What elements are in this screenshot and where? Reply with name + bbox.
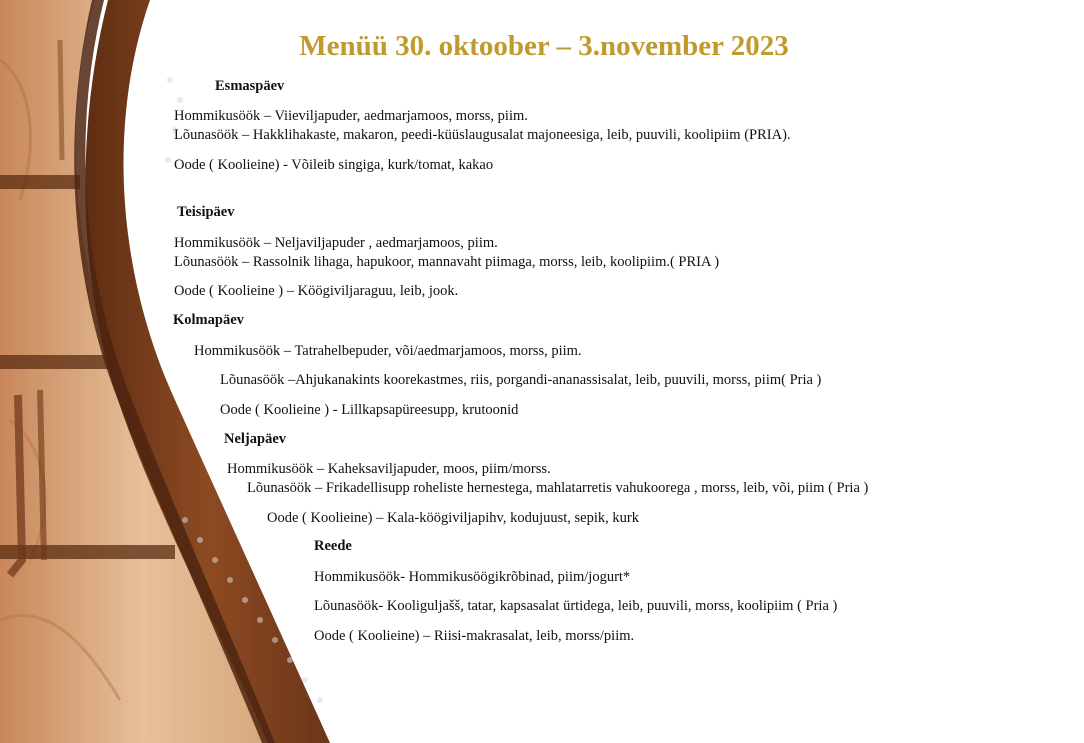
menu-line-monday-lunch: Lõunasöök – Hakklihakaste, makaron, peedi-küüslaugusalat majoneesiga, leib, puuvili, koolipiim (PRIA). <box>174 127 791 143</box>
menu-line-tuesday-snack: Oode ( Koolieine ) – Köögiviljaraguu, leib, jook. <box>174 283 459 299</box>
day-heading-wednesday: Kolmapäev <box>173 312 244 328</box>
menu-line-friday-breakfast: Hommikusöök- Hommikusöögikrõbinad, piim/jogurt* <box>314 569 631 585</box>
menu-line-thursday-lunch: Lõunasöök – Frikadellisupp roheliste hernestega, mahlatarretis vahukoorega , morss, leib, või, piim ( Pria ) <box>247 480 869 496</box>
day-heading-friday: Reede <box>314 538 352 554</box>
menu-line-friday-lunch: Lõunasöök- Kooliguljašš, tatar, kapsasalat ürtidega, leib, puuvili, morss, koolipiim ( Pria ) <box>314 598 838 614</box>
menu-line-thursday-breakfast: Hommikusöök – Kaheksaviljapuder, moos, piim/morss. <box>227 461 551 477</box>
menu-line-wednesday-lunch: Lõunasöök –Ahjukanakints koorekastmes, riis, porgandi-ananassisalat, leib, puuvili, morss, piim( Pria ) <box>220 372 822 388</box>
menu-line-monday-snack: Oode ( Koolieine) - Võileib singiga, kurk/tomat, kakao <box>174 157 494 173</box>
day-heading-thursday: Neljapäev <box>224 431 287 447</box>
menu-line-thursday-snack: Oode ( Koolieine) – Kala-köögiviljapihv, kodujuust, sepik, kurk <box>267 510 639 526</box>
day-heading-tuesday: Teisipäev <box>177 204 235 220</box>
menu-line-friday-snack: Oode ( Koolieine) – Riisi-makrasalat, leib, morss/piim. <box>314 628 635 644</box>
page-title: Menüü 30. oktoober – 3.november 2023 <box>299 30 789 62</box>
menu-line-tuesday-lunch: Lõunasöök – Rassolnik lihaga, hapukoor, mannavaht piimaga, morss, leib, koolipiim.( PRIA ) <box>174 254 720 270</box>
day-heading-monday: Esmaspäev <box>215 78 285 94</box>
menu-line-tuesday-breakfast: Hommikusöök – Neljaviljapuder , aedmarjamoos, piim. <box>174 235 498 251</box>
menu-line-monday-breakfast: Hommikusöök – Viieviljapuder, aedmarjamoos, morss, piim. <box>174 108 528 124</box>
menu-line-wednesday-snack: Oode ( Koolieine ) - Lillkapsapüreesupp, krutoonid <box>220 402 519 418</box>
menu-line-wednesday-breakfast: Hommikusöök – Tatrahelbepuder, või/aedmarjamoos, morss, piim. <box>194 343 582 359</box>
